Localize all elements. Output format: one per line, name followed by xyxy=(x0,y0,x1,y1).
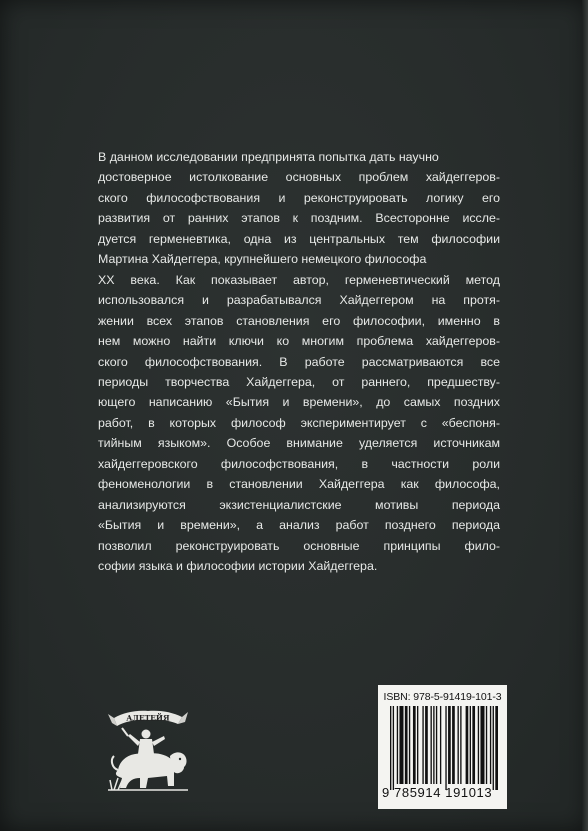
blurb-line: тийным языком». Особое внимание уделяется источникам xyxy=(98,436,500,451)
blurb-line: «Бытия и времени», а анализ работ позднего периода xyxy=(98,518,500,533)
blurb-line: XX века. Как показывает автор, герменевтический метод xyxy=(98,272,500,287)
publisher-logo xyxy=(104,690,190,802)
blurb-line: дуется герменевтика, одна из центральных тем философии xyxy=(98,231,500,246)
blurb-line: Мартина Хайдеггера, крупнейшего немецкого философа xyxy=(98,252,427,267)
logo-banner-text: ΑЛЕТЕЙЯ xyxy=(126,713,170,723)
blurb-line: В данном исследовании предпринята попытка дать научно xyxy=(98,150,439,164)
blurb-line: позволил реконструировать основные принципы фило- xyxy=(98,538,500,553)
blurb-line: достоверное истолкование основных проблем хайдеггеров- xyxy=(98,170,500,185)
blurb-line: периоды творчества Хайдеггера, от раннего, предшеству- xyxy=(98,374,500,389)
annotation-text xyxy=(98,147,500,577)
blurb-line: развития от ранних этапов к поздним. Всесторонне иссле- xyxy=(98,211,500,226)
isbn-number: ISBN: 978-5-91419-101-3 xyxy=(383,691,502,703)
blurb-line: ющего написанию «Бытия и времени», до самых поздних xyxy=(98,395,500,410)
barcode-icon xyxy=(386,706,501,790)
blurb-line: анализируются экзистенциалистские мотивы периода xyxy=(98,497,500,512)
blurb-line: хайдеггеровского философствования, в частности роли xyxy=(98,456,500,471)
blurb-line: ского философствования и реконструировать логику его xyxy=(98,190,500,205)
blurb-line: феноменологии в становлении Хайдеггера как философа, xyxy=(98,477,500,492)
barcode-digits: 9 785914 191013 xyxy=(382,785,493,800)
blurb-line: ского философствования. В работе рассматриваются все xyxy=(98,354,500,369)
cover-edge xyxy=(582,0,588,831)
blurb-line: софии языка и философии истории Хайдеггера. xyxy=(98,559,378,574)
blurb-line: жении всех этапов становления его философии, именно в xyxy=(98,313,500,328)
blurb-line: работ, в которых философ экспериментирует с «беспоня- xyxy=(98,415,500,430)
blurb-line: использовался и разрабатывался Хайдеггером на протя- xyxy=(98,293,500,308)
blurb-line: нем можно найти ключи ко многим проблема хайдеггеров- xyxy=(98,334,500,349)
rider-on-lion-emblem-icon xyxy=(104,690,190,802)
isbn-barcode-label xyxy=(378,685,507,809)
